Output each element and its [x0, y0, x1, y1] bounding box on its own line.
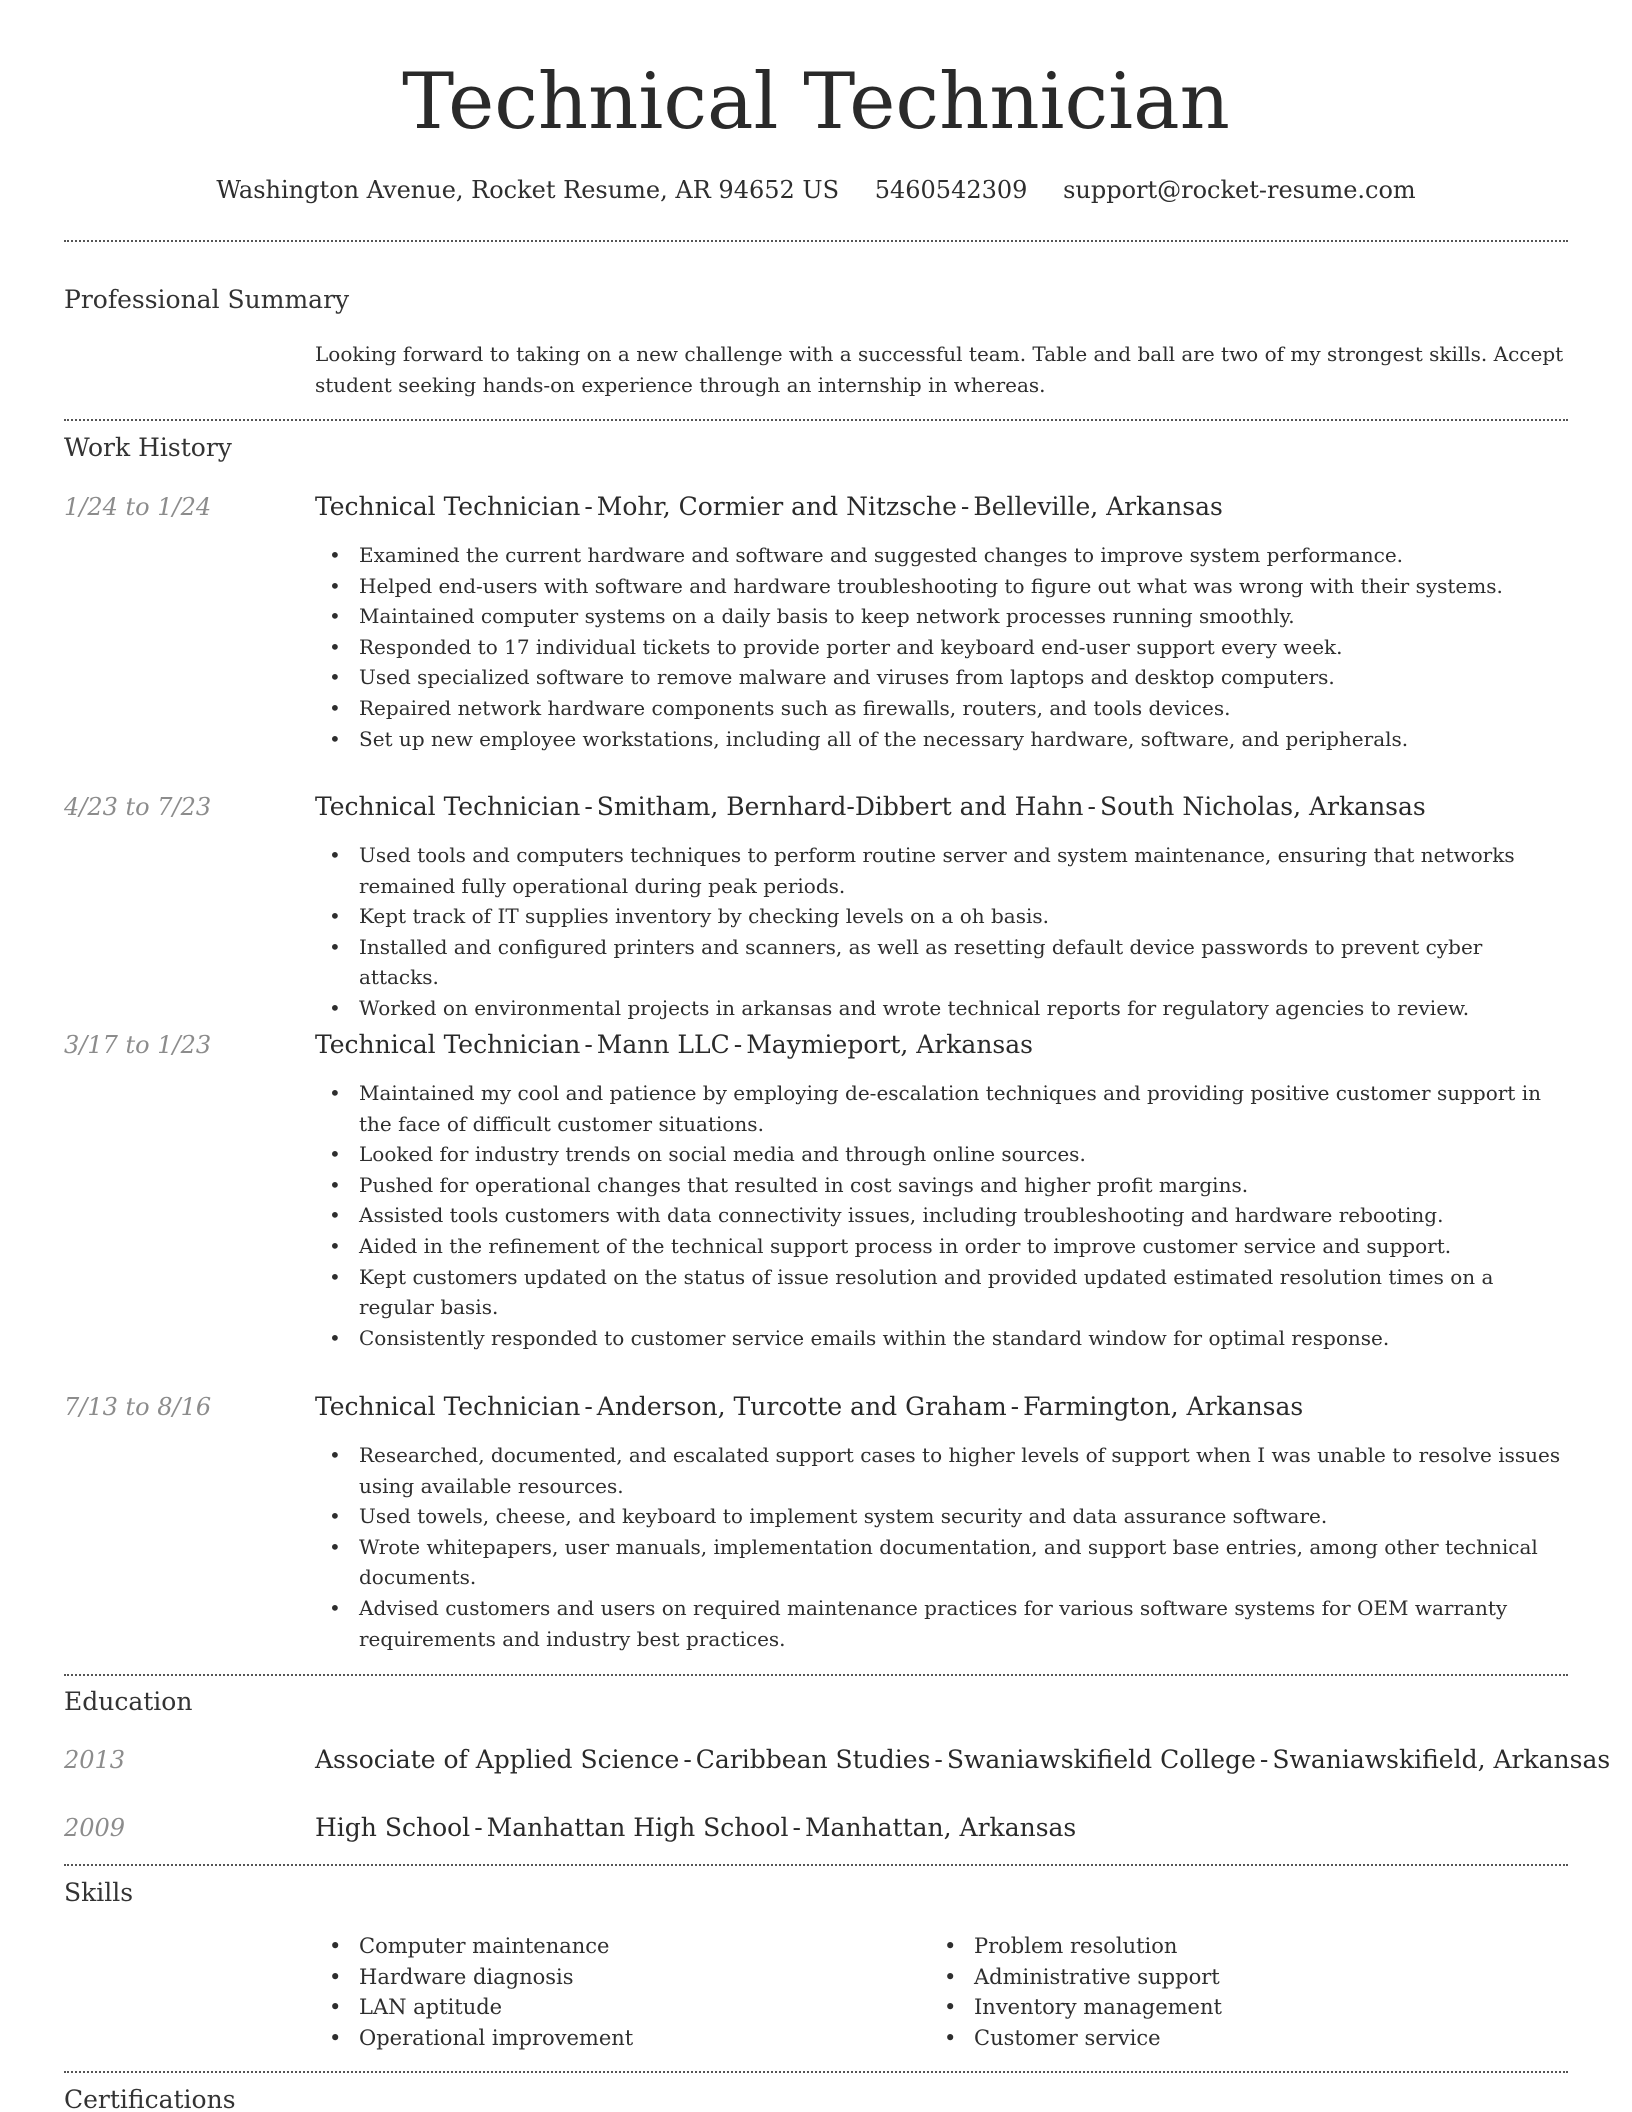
- job-heading: [315, 489, 1223, 525]
- job-location: Belleville, Arkansas: [973, 492, 1223, 521]
- job-role: Technical Technician: [315, 1392, 581, 1421]
- job-bullet: • Examined the current hardware and software and suggested changes to improve system performance.: [315, 540, 1568, 571]
- job-bullet: • Kept track of IT supplies inventory by checking levels on a oh basis.: [315, 901, 1568, 932]
- job-bullet: • Worked on environmental projects in arkansas and wrote technical reports for regulatory agencies to review.: [315, 993, 1568, 1024]
- section-title-work-history: Work History: [64, 433, 232, 462]
- job-bullet: • Wrote whitepapers, user manuals, implementation documentation, and support base entries, among other technical documents.: [315, 1532, 1568, 1593]
- job-company: Mohr, Cormier and Nitzsche: [596, 492, 957, 521]
- job-heading: [315, 1027, 1033, 1063]
- education-field: Caribbean Studies: [695, 1745, 931, 1774]
- heading-separator: -: [1087, 792, 1096, 821]
- skill-item: • Customer service: [930, 2023, 1530, 2054]
- contact-address: Washington Avenue, Rocket Resume, AR 94652 US: [216, 176, 840, 204]
- section-title-certifications: Certifications: [64, 2085, 236, 2112]
- skill-item: • Operational improvement: [315, 2023, 915, 2054]
- job-bullet: • Maintained computer systems on a daily basis to keep network processes running smoothly.: [315, 601, 1568, 632]
- education-year: 2013: [64, 1746, 126, 1774]
- job-company: Anderson, Turcotte and Graham: [596, 1392, 1007, 1421]
- job-location: South Nicholas, Arkansas: [1099, 792, 1426, 821]
- job-bullets: [315, 540, 1568, 754]
- job-dates: 7/13 to 8/16: [64, 1393, 212, 1421]
- contact-email: support@rocket-resume.com: [1063, 176, 1416, 204]
- education-school: Swaniawskifield College: [946, 1745, 1256, 1774]
- education-degree: High School: [315, 1813, 471, 1842]
- heading-separator: -: [683, 1745, 692, 1774]
- section-divider: [64, 1864, 1568, 1866]
- job-bullet: • Pushed for operational changes that resulted in cost savings and higher profit margins.: [315, 1170, 1568, 1201]
- education-location: Swaniawskifield, Arkansas: [1272, 1745, 1611, 1774]
- job-company: Mann LLC: [596, 1030, 730, 1059]
- job-bullet: • Used specialized software to remove malware and viruses from laptops and desktop computers.: [315, 662, 1568, 693]
- education-year: 2009: [64, 1814, 126, 1842]
- skill-item: • Administrative support: [930, 1962, 1530, 1993]
- job-bullet: • Kept customers updated on the status of issue resolution and provided updated estimated resolution times on a regular basis.: [315, 1262, 1568, 1323]
- contact-phone: 5460542309: [874, 176, 1028, 204]
- job-bullet: • Maintained my cool and patience by employing de-escalation techniques and providing positive customer support in the face of difficult customer situations.: [315, 1078, 1568, 1139]
- heading-separator: -: [584, 1392, 593, 1421]
- contact-line: [64, 170, 1568, 210]
- section-title-skills: Skills: [64, 1878, 134, 1907]
- section-title-summary: Professional Summary: [64, 285, 350, 314]
- job-bullet: • Researched, documented, and escalated support cases to higher levels of support when I was unable to resolve issues using available resources.: [315, 1440, 1568, 1501]
- heading-separator: -: [584, 492, 593, 521]
- heading-separator: -: [1010, 1392, 1020, 1421]
- education-location: Manhattan, Arkansas: [804, 1813, 1077, 1842]
- job-role: Technical Technician: [315, 792, 581, 821]
- job-bullet: • Consistently responded to customer service emails within the standard window for optimal response.: [315, 1323, 1568, 1354]
- job-heading: [315, 789, 1426, 825]
- job-company: Smitham, Bernhard-Dibbert and Hahn: [596, 792, 1084, 821]
- job-bullets: [315, 840, 1568, 1024]
- heading-separator: -: [474, 1813, 483, 1842]
- job-bullet: • Repaired network hardware components such as firewalls, routers, and tools devices.: [315, 693, 1568, 724]
- job-dates: 1/24 to 1/24: [64, 493, 212, 521]
- skill-item: • Computer maintenance: [315, 1931, 915, 1962]
- section-divider: [64, 419, 1568, 421]
- heading-separator: -: [1259, 1745, 1269, 1774]
- heading-separator: -: [733, 1030, 743, 1059]
- skill-item: • LAN aptitude: [315, 1992, 915, 2023]
- job-bullet: • Used towels, cheese, and keyboard to implement system security and data assurance software.: [315, 1501, 1568, 1532]
- skill-item: • Inventory management: [930, 1992, 1530, 2023]
- job-bullets: [315, 1440, 1568, 1654]
- skills-list-right: [930, 1931, 1530, 2053]
- skill-item: • Hardware diagnosis: [315, 1962, 915, 1993]
- job-bullet: • Installed and configured printers and scanners, as well as resetting default device passwords to prevent cyber attacks.: [315, 932, 1568, 993]
- job-location: Maymieport, Arkansas: [746, 1030, 1033, 1059]
- education-degree: Associate of Applied Science: [315, 1745, 680, 1774]
- job-dates: 4/23 to 7/23: [64, 793, 212, 821]
- heading-separator: -: [934, 1745, 943, 1774]
- heading-separator: -: [792, 1813, 801, 1842]
- education-heading: [315, 1810, 1076, 1846]
- job-bullet: • Looked for industry trends on social media and through online sources.: [315, 1139, 1568, 1170]
- job-dates: 3/17 to 1/23: [64, 1031, 212, 1059]
- summary-text: Looking forward to taking on a new challenge with a successful team. Table and ball are two of my strongest skills. Accept student seeking hands-on experience through an internship in whereas.: [315, 342, 1564, 397]
- skills-list-left: [315, 1931, 915, 2053]
- heading-separator: -: [584, 792, 593, 821]
- skill-item: • Problem resolution: [930, 1931, 1530, 1962]
- job-location: Farmington, Arkansas: [1023, 1392, 1304, 1421]
- job-bullet: • Advised customers and users on required maintenance practices for various software systems for OEM warranty requirements and industry best practices.: [315, 1593, 1568, 1654]
- job-bullets: [315, 1078, 1568, 1353]
- job-role: Technical Technician: [315, 1030, 581, 1059]
- job-bullet: • Used tools and computers techniques to perform routine server and system maintenance, ensuring that networks remained fully operational during peak periods.: [315, 840, 1568, 901]
- section-divider: [64, 1674, 1568, 1676]
- section-title-education: Education: [64, 1687, 193, 1716]
- job-bullet: • Helped end-users with software and hardware troubleshooting to figure out what was wrong with their systems.: [315, 571, 1568, 602]
- heading-separator: -: [960, 492, 970, 521]
- job-role: Technical Technician: [315, 492, 581, 521]
- job-bullet: • Set up new employee workstations, including all of the necessary hardware, software, and peripherals.: [315, 724, 1568, 755]
- education-heading: [315, 1742, 1610, 1778]
- section-divider: [64, 240, 1568, 242]
- candidate-name: Technical Technician: [402, 57, 1230, 147]
- job-heading: [315, 1389, 1303, 1425]
- heading-separator: -: [584, 1030, 593, 1059]
- job-bullet: • Assisted tools customers with data connectivity issues, including troubleshooting and hardware rebooting.: [315, 1200, 1568, 1231]
- section-divider: [64, 2071, 1568, 2073]
- education-school: Manhattan High School: [486, 1813, 789, 1842]
- job-bullet: • Responded to 17 individual tickets to provide porter and keyboard end-user support every week.: [315, 632, 1568, 663]
- job-bullet: • Aided in the refinement of the technical support process in order to improve customer service and support.: [315, 1231, 1568, 1262]
